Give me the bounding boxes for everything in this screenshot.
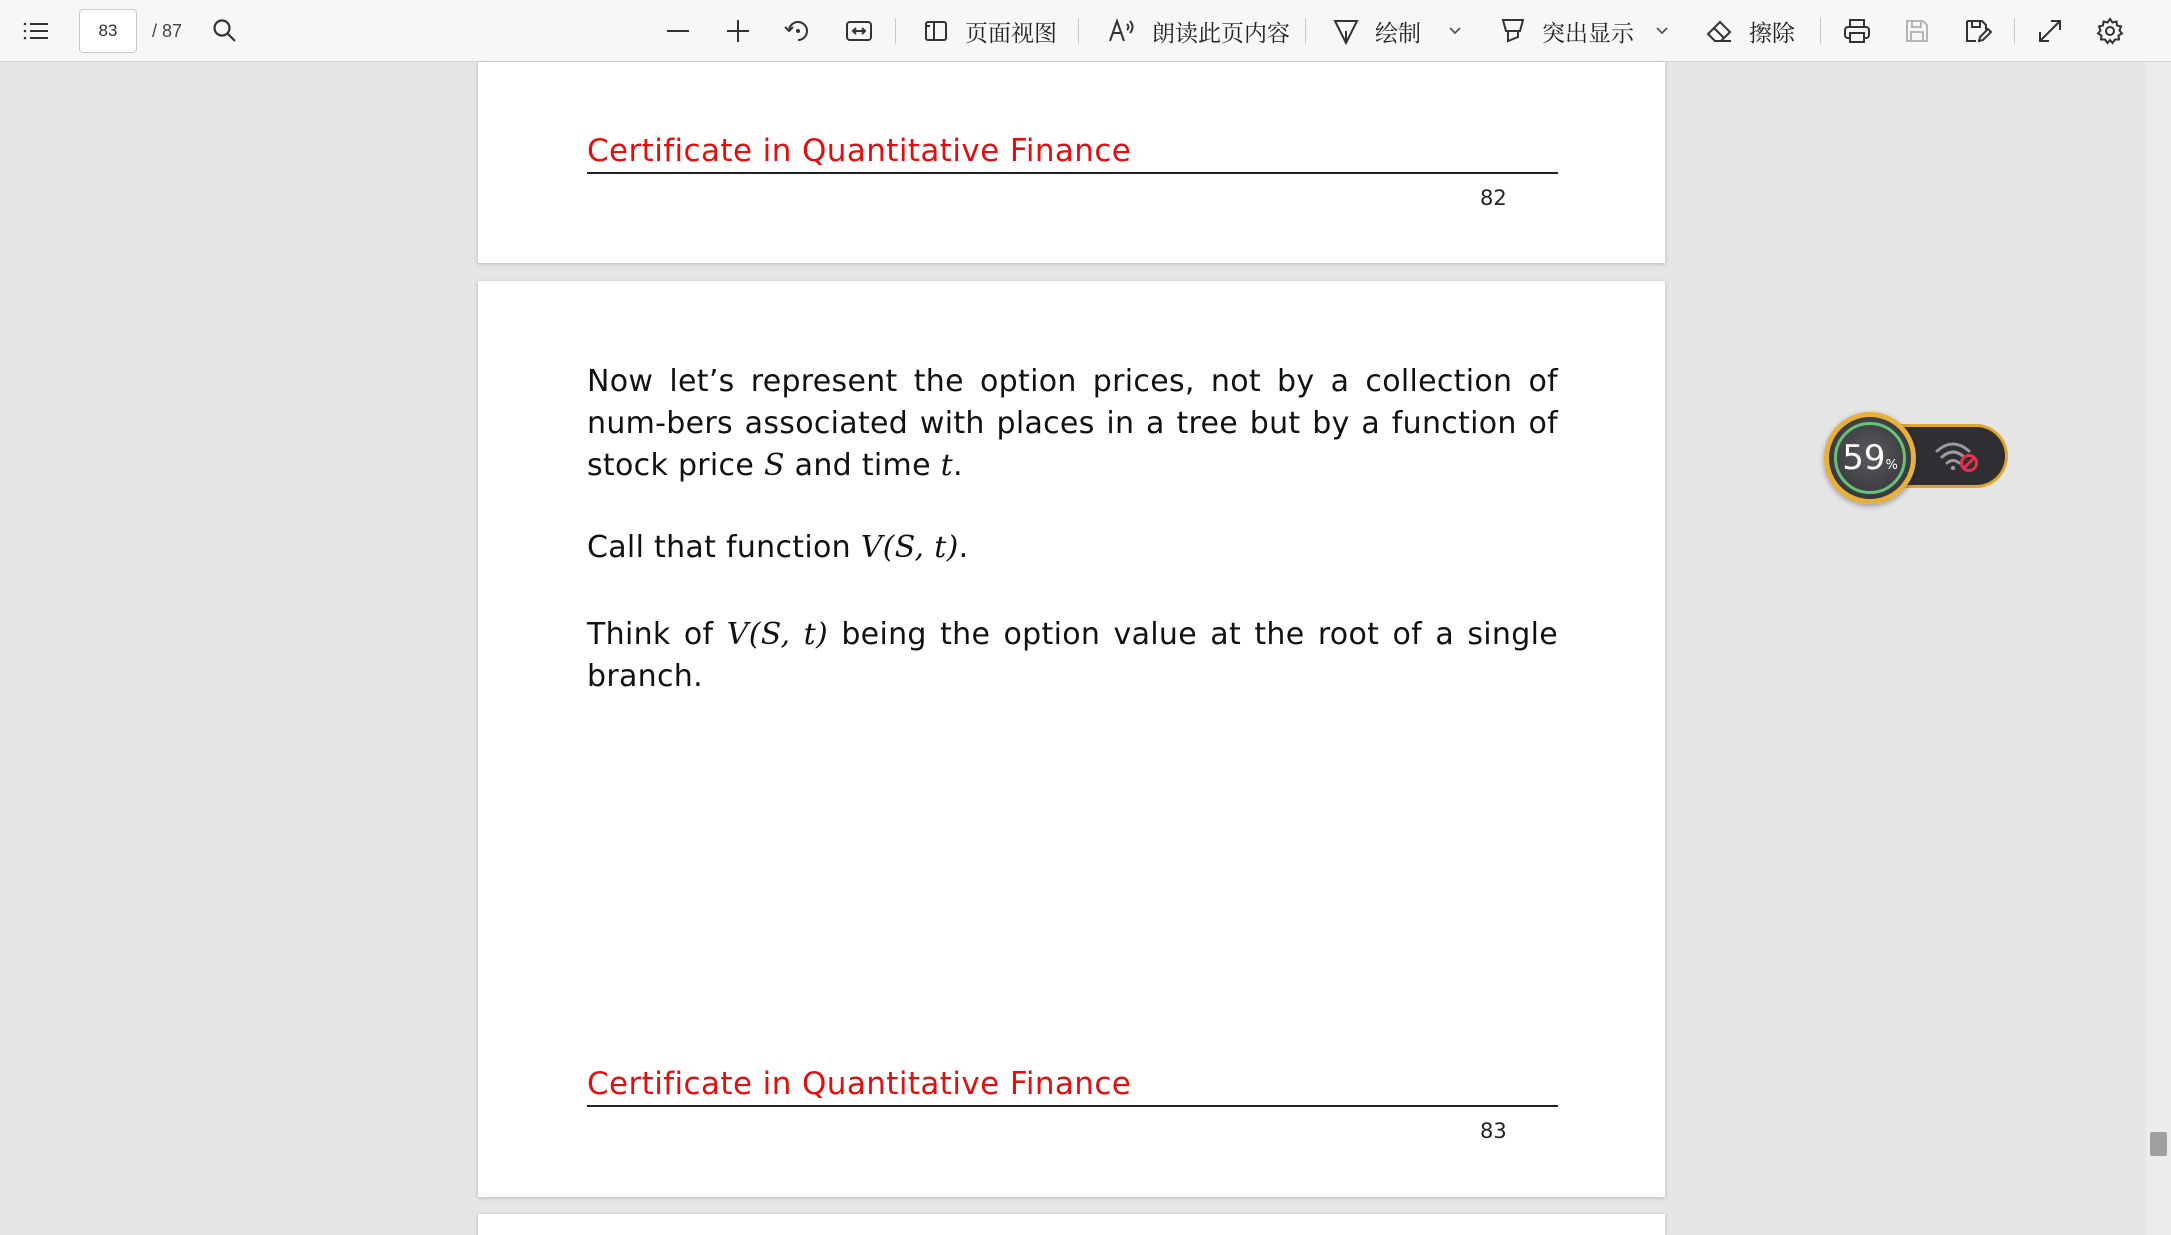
page-view-label: 页面视图 <box>965 20 1057 47</box>
body-paragraph <box>587 614 1558 698</box>
pdf-page-83 <box>478 281 1665 1197</box>
search-icon <box>212 18 238 44</box>
draw-label: 绘制 <box>1375 20 1421 47</box>
read-aloud-button[interactable] <box>1108 0 1290 62</box>
pdf-page-84 <box>478 1214 1665 1235</box>
draw-options-dropdown[interactable] <box>1447 0 1463 62</box>
usage-percent <box>1842 438 1898 478</box>
fit-width-button[interactable] <box>845 0 873 62</box>
toolbar-divider <box>2014 18 2015 44</box>
read-aloud-icon <box>1108 18 1136 44</box>
page-footer-title: Certificate in Quantitative Finance <box>587 1065 1558 1107</box>
chevron-down-icon <box>1654 25 1670 37</box>
find-button[interactable] <box>212 0 238 62</box>
wifi-disabled-icon <box>1933 439 1983 480</box>
expand-icon <box>2037 18 2063 44</box>
total-pages-label: / 87 <box>152 20 183 41</box>
math-expression: V(S, t) <box>860 530 959 565</box>
vertical-scrollbar[interactable] <box>2146 62 2171 1235</box>
highlight-button[interactable] <box>1500 0 1634 62</box>
chevron-down-icon <box>1447 25 1463 37</box>
toolbar-divider <box>1305 18 1306 44</box>
full-screen-button[interactable] <box>2037 0 2063 62</box>
paragraph-text: Think of <box>587 617 714 652</box>
save-icon <box>1904 18 1930 44</box>
toolbar-divider <box>1078 18 1079 44</box>
page-number-value: 83 <box>98 21 118 40</box>
body-paragraph: Now let’s represent the option prices, not by a collection of num-bers associated with places in a tree but by a function of stock price S and time t. <box>587 364 1558 483</box>
erase-button[interactable] <box>1705 0 1795 62</box>
erase-label: 擦除 <box>1749 20 1795 47</box>
plus-icon <box>725 18 751 44</box>
page-number-input[interactable] <box>79 9 137 53</box>
eraser-icon <box>1705 18 1733 44</box>
paragraph-text: Call that function <box>587 530 851 565</box>
widget-usage-gauge <box>1824 412 1916 504</box>
print-button[interactable] <box>1843 0 1871 62</box>
usage-percent-value: 59 <box>1842 438 1886 478</box>
pdf-page-82 <box>478 62 1665 263</box>
minus-icon <box>665 18 691 44</box>
pdf-toolbar <box>0 0 2171 62</box>
page-footer-title: Certificate in Quantitative Finance <box>587 132 1558 174</box>
math-variable: S <box>763 448 785 483</box>
page-number: 83 <box>1480 1119 1507 1143</box>
rotate-icon <box>784 17 812 45</box>
math-expression: V(S, t) <box>726 617 829 652</box>
body-paragraph: Call that function V(S, t). <box>587 530 969 565</box>
highlighter-icon <box>1500 17 1526 45</box>
rotate-button[interactable] <box>784 0 812 62</box>
page-view-button[interactable] <box>923 0 1057 62</box>
settings-button[interactable] <box>2096 0 2124 62</box>
scrollbar-thumb[interactable] <box>2150 1132 2167 1156</box>
fit-width-icon <box>845 19 873 43</box>
draw-button[interactable] <box>1333 0 1421 62</box>
math-variable: t <box>940 448 954 483</box>
read-aloud-label: 朗读此页内容 <box>1152 20 1290 47</box>
percent-sign: % <box>1885 458 1898 473</box>
zoom-in-button[interactable] <box>725 0 751 62</box>
page-number: 82 <box>1480 186 1507 210</box>
highlight-options-dropdown[interactable] <box>1654 0 1670 62</box>
paragraph-text: Now let’s represent the option prices, not by a collection of num-bers associated with places in a tree but by a function of stock price <box>587 364 1558 483</box>
table-of-contents-button[interactable] <box>22 0 50 62</box>
page-view-icon <box>923 18 949 44</box>
paragraph-text: and time <box>794 448 931 483</box>
save-as-icon <box>1964 18 1992 44</box>
save-button[interactable] <box>1904 0 1930 62</box>
zoom-out-button[interactable] <box>665 0 691 62</box>
paragraph-text: being the option value at the root of a single branch. <box>587 617 1558 694</box>
highlight-label: 突出显示 <box>1542 20 1634 47</box>
toolbar-divider <box>895 18 896 44</box>
draw-pen-icon <box>1333 17 1359 45</box>
printer-icon <box>1843 18 1871 44</box>
gear-icon <box>2096 17 2124 45</box>
save-as-button[interactable] <box>1964 0 1992 62</box>
toolbar-divider <box>1820 18 1821 44</box>
network-monitor-widget[interactable] <box>1822 408 2012 508</box>
list-icon <box>22 20 50 42</box>
